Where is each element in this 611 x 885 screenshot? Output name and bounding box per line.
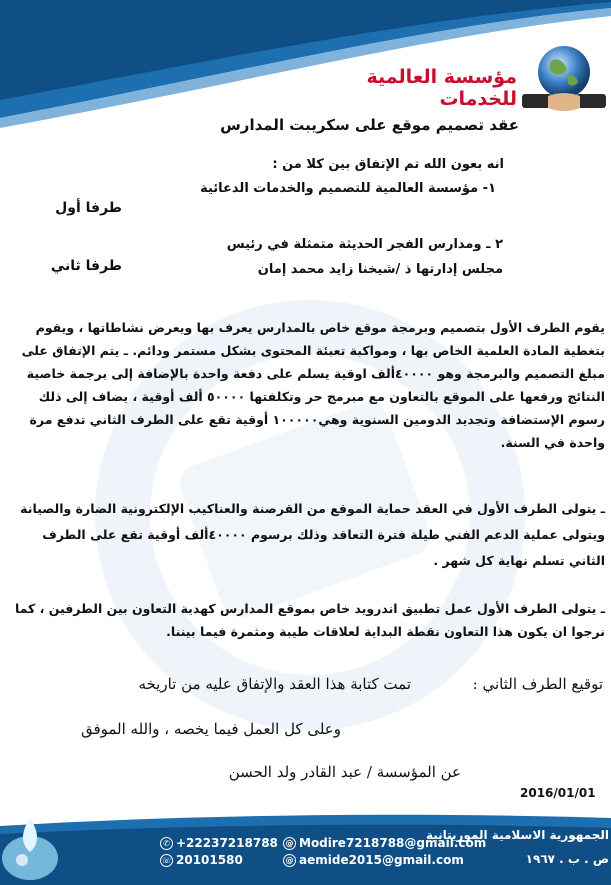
footer-po-box: ص . ب . ١٩٦٧	[525, 852, 609, 866]
party1-label: طرفا أول	[55, 200, 122, 216]
party2-line2: مجلس إدارتها ذ /شيخنا زايد محمد إمان	[257, 262, 503, 277]
org-name: مؤسسة العالمية للخدمات	[366, 66, 517, 110]
footer-email-alt	[283, 853, 464, 867]
footer-phone	[160, 836, 278, 850]
phone-icon: ✆	[160, 837, 173, 850]
clause-protection: ـ يتولى الطرف الأول في العقد حماية الموقع من القرصنة والعناكيب الإلكترونية الضارة والصيانة ويتولى عملية الدعم الفني طيلة فترة التعاقد وذلك برسوم ٤٠٠٠٠ألف أوقية تقع على الطرف الثاني تسلم نهاية كل شهر .	[20, 501, 605, 568]
footer-country: الجمهورية الاسلامية الموريتانية	[425, 828, 609, 842]
email-icon: @	[283, 854, 296, 867]
clause-android-app: ـ يتولى الطرف الأول عمل تطبيق اندرويد خاص بموقع المدارس كهدية التعاون بين الطرفين ، كما نرجوا ان يكون هذا التعاون نقطة البداية لعلاقات طيبة ومثمرة فيما بيننا.	[14, 601, 605, 639]
closing-line: وعلى كل العمل فيما يخصه ، والله الموفق	[80, 720, 341, 738]
signatory: عن المؤسسة / عبد القادر ولد الحسن	[228, 763, 461, 781]
signature-statement: تمت كتابة هذا العقد والإتفاق عليه من تاريخه	[138, 675, 411, 693]
email-1[interactable]: Modire7218788@gmail.com	[299, 836, 487, 850]
globe-handshake-icon	[520, 42, 608, 122]
email-2[interactable]: aemide2015@gmail.com	[299, 853, 464, 867]
signature-label: توقيع الطرف الثاني :	[472, 675, 603, 693]
party2-line1: ٢ ـ ومدارس الفجر الحديثة متمثلة في رئيس	[226, 237, 503, 252]
party2-label: طرفا ثاني	[50, 258, 122, 274]
contract-date: 2016/01/01	[520, 786, 596, 800]
phone-number-2: 20101580	[176, 853, 243, 867]
party1-text: ١- مؤسسة العالمية للتصميم والخدمات الدعائية	[200, 181, 496, 196]
phone-number-1: +22237218788	[176, 836, 278, 850]
fax-icon: ☏	[161, 856, 172, 865]
contract-intro: انه بعون الله تم الإتفاق بين كلا من :	[272, 157, 504, 172]
footer-email	[283, 836, 486, 850]
water-drop-icon	[0, 808, 60, 885]
clause-design: يقوم الطرف الأول بتصميم وبرمجة موقع خاص بالمدارس يعرف بها ويعرض نشاطاتها ، ويقوم بتغطية المادة العلمية الخاص بها ، ومواكبة تعبئة المحتوى بشكل مستمر ودائم. ـ يتم الإتفاق على مبلغ التصميم والبرمجة وهو ٤٠٠٠٠ألف اوقية يسلم على دفعة واحدة بالإضافة إلى برجمة خاصية النتائج ورفعها على الموقع بالتعاون مع مبرمج حر وتكلفتها ٥٠٠٠٠ ألف أوقية ، يضاف إلى ذلك رسوم الإستضافة وتجديد الدومين السنوية وهي١٠٠٠٠٠ أوقية تقع على الطرف الثاني تدفع مرة واحدة في السنة.	[21, 320, 605, 450]
email-icon: @	[283, 837, 296, 850]
footer-fax	[160, 853, 243, 867]
contract-title: عقد تصميم موقع على سكريبت المدارس	[220, 116, 519, 134]
